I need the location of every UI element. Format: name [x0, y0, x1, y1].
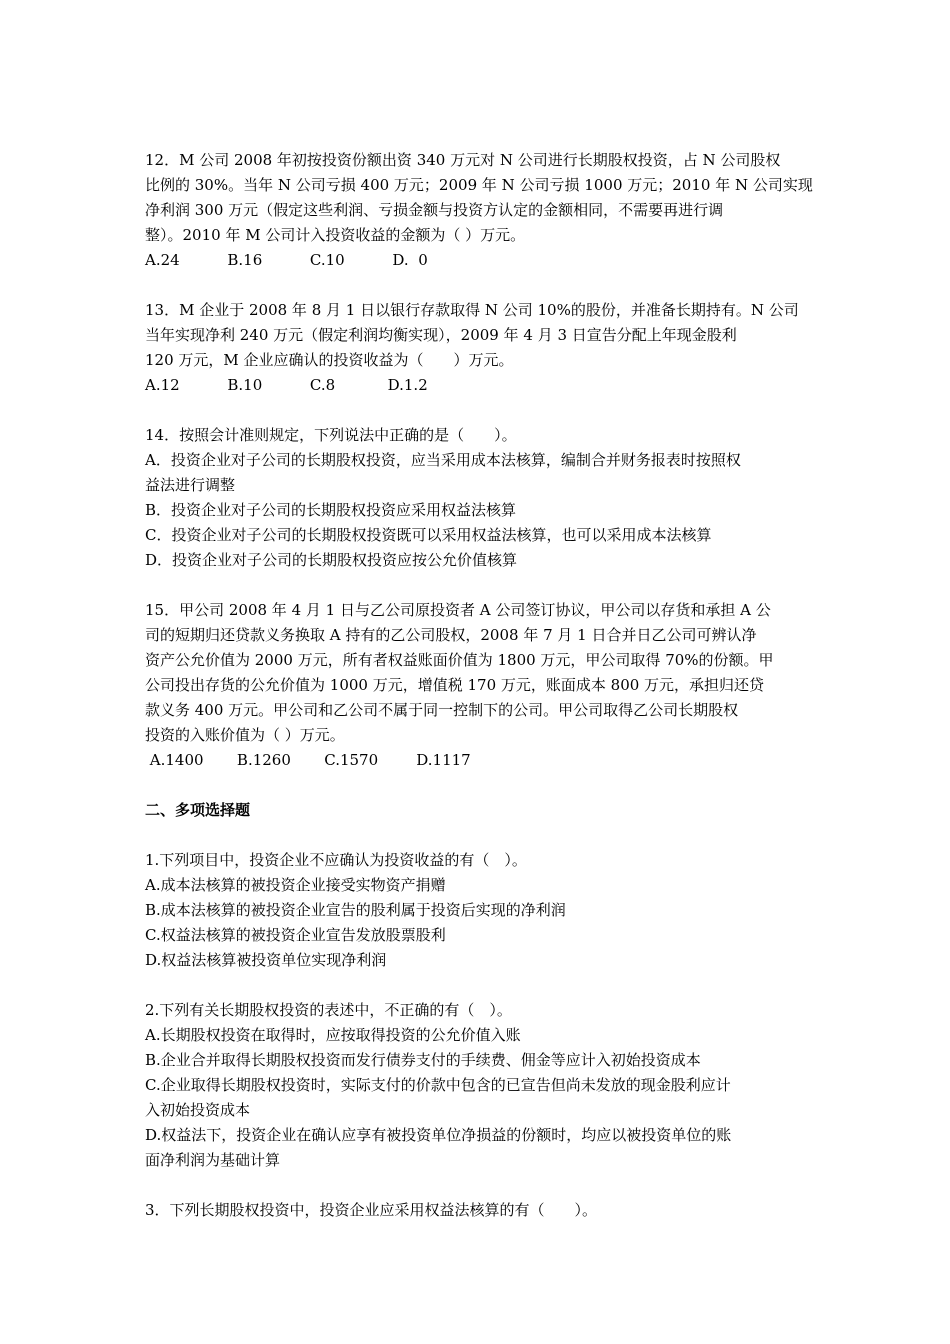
question-12-line: 整）。2010 年 M 公司计入投资收益的金额为（ ）万元。: [145, 226, 526, 244]
document-page: [145, 148, 813, 1248]
question-14-option-a: A．投资企业对子公司的长期股权投资，应当采用成本法核算，编制合并财务报表时按照权: [145, 451, 741, 469]
multi-question-3-stem: 3．下列长期股权投资中，投资企业应采用权益法核算的有（ ）。: [145, 1201, 598, 1219]
question-12-line: 比例的 30%。当年 N 公司亏损 400 万元；2009 年 N 公司亏损 1000 万元；2010 年 N 公司实现: [145, 176, 813, 194]
multi-question-2-stem: 2.下列有关长期股权投资的表述中，不正确的有（ ）。: [145, 1001, 512, 1019]
question-14-option-b: B．投资企业对子公司的长期股权投资应采用权益法核算: [145, 501, 517, 519]
multi-question-2: [145, 998, 810, 1173]
multi-question-1-option-c: C.权益法核算的被投资企业宣告发放股票股利: [145, 926, 446, 944]
multi-question-2-option-a: A.长期股权投资在取得时，应按取得投资的公允价值入账: [145, 1026, 521, 1044]
multi-question-2-option-d-cont: 面净利润为基础计算: [145, 1151, 281, 1169]
multi-question-1-option-a: A.成本法核算的被投资企业接受实物资产捐赠: [145, 876, 446, 894]
multi-question-2-option-c-cont: 入初始投资成本: [145, 1101, 251, 1119]
question-13-line: 当年实现净利 240 万元（假定利润均衡实现），2009 年 4 月 3 日宣告分配上年现金股利: [145, 326, 737, 344]
question-12-line: 12．M 公司 2008 年初按投资份额出资 340 万元对 N 公司进行长期股权投资，占 N 公司股权: [145, 151, 781, 169]
question-15-line: 公司投出存货的公允价值为 1000 万元，增值税 170 万元，账面成本 800 万元，承担归还贷: [145, 676, 765, 694]
question-15-line: 投资的入账价值为（ ）万元。: [145, 726, 345, 744]
question-12-options: A.24 B.16 C.10 D. 0: [145, 251, 428, 269]
question-13: [145, 298, 810, 398]
section-heading-multiple-choice: 二、多项选择题: [145, 801, 251, 819]
question-13-line: 13．M 企业于 2008 年 8 月 1 日以银行存款取得 N 公司 10%的股份，并准备长期持有。N 公司: [145, 301, 799, 319]
question-15-line: 司的短期归还贷款义务换取 A 持有的乙公司股权，2008 年 7 月 1 日合并日乙公司可辨认净: [145, 626, 757, 644]
question-12-line: 净利润 300 万元（假定这些利润、亏损金额与投资方认定的金额相同，不需要再进行调: [145, 201, 724, 219]
question-14: [145, 423, 810, 573]
question-15-options: A.1400 B.1260 C.1570 D.1117: [145, 751, 471, 769]
multi-question-1-option-d: D.权益法核算被投资单位实现净利润: [145, 951, 387, 969]
question-15: [145, 598, 810, 773]
multi-question-1: [145, 848, 810, 973]
multi-question-3: [145, 1198, 810, 1223]
multi-question-1-option-b: B.成本法核算的被投资企业宣告的股利属于投资后实现的净利润: [145, 901, 566, 919]
question-12: [145, 148, 813, 273]
question-14-option-a-cont: 益法进行调整: [145, 476, 236, 494]
question-13-options: A.12 B.10 C.8 D.1.2: [145, 376, 428, 394]
question-15-line: 15．甲公司 2008 年 4 月 1 日与乙公司原投资者 A 公司签订协议，甲公司以存货和承担 A 公: [145, 601, 771, 619]
multi-question-2-option-b: B.企业合并取得长期股权投资而发行债券支付的手续费、佣金等应计入初始投资成本: [145, 1051, 701, 1069]
multi-question-2-option-d: D.权益法下，投资企业在确认应享有被投资单位净损益的份额时，均应以被投资单位的账: [145, 1126, 732, 1144]
multi-question-2-option-c: C.企业取得长期股权投资时，实际支付的价款中包含的已宣告但尚未发放的现金股利应计: [145, 1076, 731, 1094]
question-15-line: 资产公允价值为 2000 万元，所有者权益账面价值为 1800 万元，甲公司取得 70%的份额。甲: [145, 651, 774, 669]
question-14-stem: 14．按照会计准则规定，下列说法中正确的是（ ）。: [145, 426, 517, 444]
question-15-line: 款义务 400 万元。甲公司和乙公司不属于同一控制下的公司。甲公司取得乙公司长期股权: [145, 701, 739, 719]
question-13-line: 120 万元，M 企业应确认的投资收益为（ ）万元。: [145, 351, 514, 369]
question-14-option-c: C．投资企业对子公司的长期股权投资既可以采用权益法核算，也可以采用成本法核算: [145, 526, 712, 544]
multi-question-1-stem: 1.下列项目中，投资企业不应确认为投资收益的有（ ）。: [145, 851, 527, 869]
question-14-option-d: D．投资企业对子公司的长期股权投资应按公允价值核算: [145, 551, 518, 569]
